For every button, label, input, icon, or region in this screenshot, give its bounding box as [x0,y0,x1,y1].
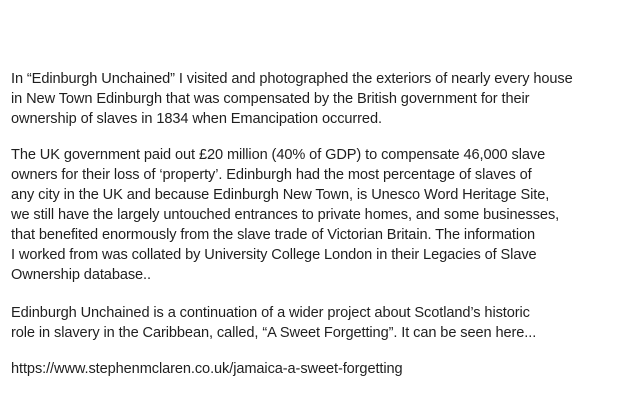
text-line: that benefited enormously from the slave trade of Victorian Britain. The information [11,227,536,243]
text-line: role in slavery in the Caribbean, called, “A Sweet Forgetting”. It can be seen here... [11,325,537,341]
continuation-paragraph [11,303,536,343]
link-paragraph [11,359,403,379]
text-line: Ownership database.. [11,267,151,283]
text-line: we still have the largely untouched entrances to private homes, and some businesses, [11,207,560,223]
text-line: In “Edinburgh Unchained” I visited and photographed the exteriors of nearly every house [11,71,573,87]
text-line: ownership of slaves in 1834 when Emancipation occurred. [11,111,382,127]
text-line: Edinburgh Unchained is a continuation of a wider project about Scotland’s historic [11,305,530,321]
text-line: any city in the UK and because Edinburgh New Town, is Unesco Word Heritage Site, [11,187,550,203]
compensation-paragraph [11,145,559,285]
text-line: The UK government paid out £20 million (40% of GDP) to compensate 46,000 slave [11,147,546,163]
text-line: owners for their loss of ‘property’. Edinburgh had the most percentage of slaves of [11,167,532,183]
project-url-text: https://www.stephenmclaren.co.uk/jamaica-a-sweet-forgetting [11,361,403,377]
text-line: I worked from was collated by University College London in their Legacies of Slave [11,247,537,263]
intro-paragraph [11,69,573,129]
text-line: in New Town Edinburgh that was compensated by the British government for their [11,91,530,107]
